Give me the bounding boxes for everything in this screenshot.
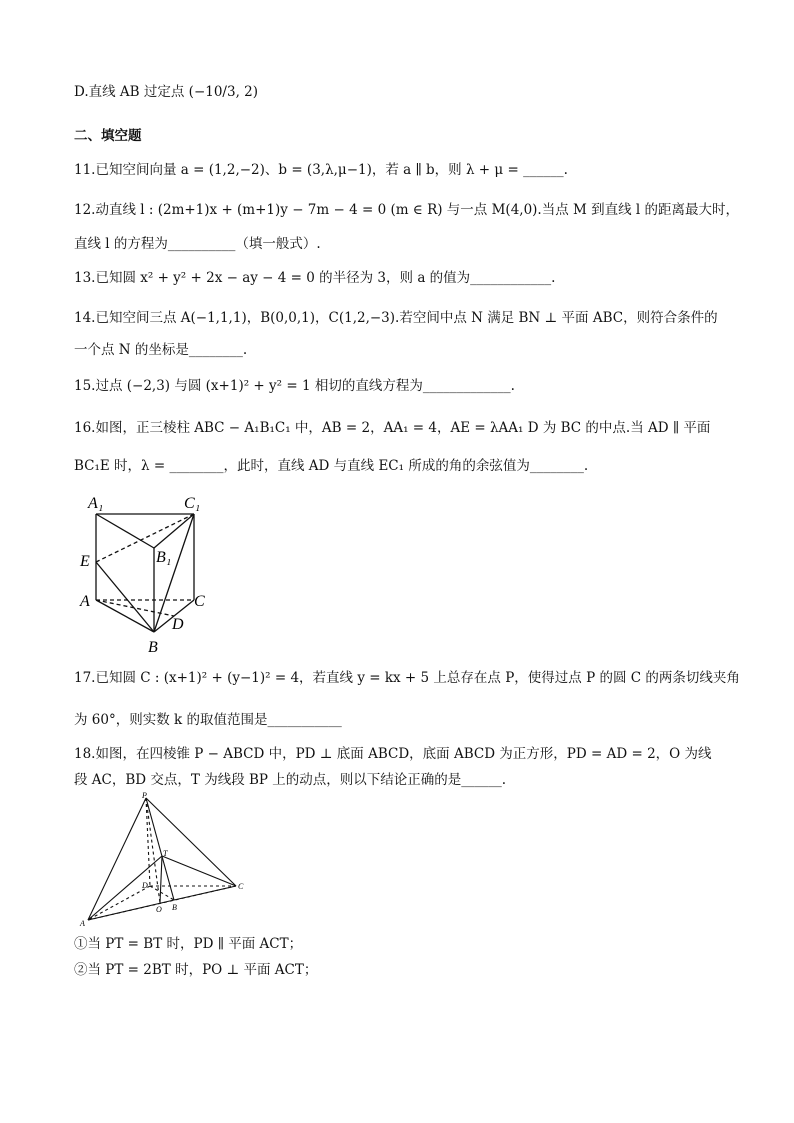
question-17-line1: 17.已知圆 C : (x+1)² + (y−1)² = 4，若直线 y = kx + 5 上总存在点 P，使得过点 P 的圆 C 的两条切线夹角 bbox=[74, 670, 740, 686]
option-d: D.直线 AB 过定点 (−10/3, 2) bbox=[74, 84, 259, 100]
fig18-label-T: T bbox=[163, 849, 168, 858]
question-12-line2: 直线 l 的方程为__________（填一般式）. bbox=[74, 236, 321, 252]
question-14-line1: 14.已知空间三点 A(−1,1,1)，B(0,0,1)，C(1,2,−3).若空间中点 N 满足 BN ⊥ 平面 ABC，则符合条件的 bbox=[74, 310, 718, 326]
fig18-label-C: C bbox=[238, 882, 244, 891]
question-18-line1: 18.如图，在四棱锥 P − ABCD 中，PD ⊥ 底面 ABCD，底面 ABCD 为正方形，PD = AD = 2，O 为线 bbox=[74, 746, 712, 762]
statement-1: ①当 PT = BT 时，PD ∥ 平面 ACT； bbox=[74, 936, 303, 952]
fig16-label-A1: A₁ bbox=[88, 495, 104, 512]
fig16-label-B1: B₁ bbox=[156, 549, 172, 566]
fig16-label-C: C bbox=[194, 593, 205, 610]
fig18-label-P: P bbox=[142, 791, 147, 800]
question-16-line1: 16.如图，正三棱柱 ABC − A₁B₁C₁ 中，AB = 2，AA₁ = 4，AE = λAA₁ D 为 BC 的中点.当 AD ∥ 平面 bbox=[74, 420, 711, 436]
question-17-line2: 为 60°，则实数 k 的取值范围是___________ bbox=[74, 712, 342, 728]
question-11: 11.已知空间向量 a = (1,2,−2)、b = (3,λ,μ−1)，若 a ∥ b，则 λ + μ = ______. bbox=[74, 162, 568, 178]
statement-2: ②当 PT = 2BT 时，PO ⊥ 平面 ACT； bbox=[74, 962, 318, 978]
question-14-line2: 一个点 N 的坐标是________. bbox=[74, 342, 248, 358]
fig16-label-A: A bbox=[80, 593, 90, 610]
fig18-label-B: B bbox=[172, 903, 177, 912]
pyramid-figure bbox=[76, 790, 246, 930]
question-15: 15.过点 (−2,3) 与圆 (x+1)² + y² = 1 相切的直线方程为_____________. bbox=[74, 378, 515, 394]
fig18-label-A: A bbox=[80, 919, 85, 928]
question-18-line2: 段 AC，BD 交点，T 为线段 BP 上的动点，则以下结论正确的是______. bbox=[74, 772, 507, 788]
question-16-line2: BC₁E 时，λ = ________，此时，直线 AD 与直线 EC₁ 所成的角的余弦值为________. bbox=[74, 458, 589, 474]
fig18-label-D: D bbox=[142, 881, 148, 890]
section-heading: 二、填空题 bbox=[74, 128, 142, 144]
question-13: 13.已知圆 x² + y² + 2x − ay − 4 = 0 的半径为 3，则 a 的值为____________. bbox=[74, 270, 556, 286]
fig16-label-B: B bbox=[148, 639, 158, 656]
question-12-line1: 12.动直线 l : (2m+1)x + (m+1)y − 7m − 4 = 0 (m ∈ R) 与一点 M(4,0).当点 M 到直线 l 的距离最大时， bbox=[74, 202, 740, 218]
fig16-label-D: D bbox=[172, 616, 184, 633]
prism-figure bbox=[76, 492, 216, 662]
fig16-label-E: E bbox=[80, 553, 90, 570]
fig16-label-C1: C₁ bbox=[184, 495, 201, 512]
fig18-label-O: O bbox=[156, 905, 162, 914]
